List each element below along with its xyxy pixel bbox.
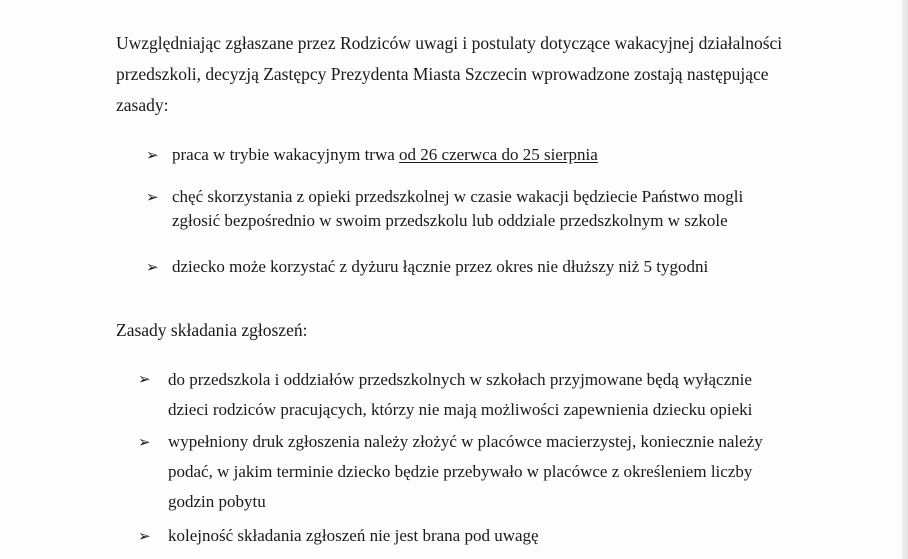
list-item-line: dziecko może korzystać z dyżuru łącznie przez okres nie dłuższy niż 5 tygodni bbox=[172, 257, 709, 276]
intro-line: Uwzględniając zgłaszane przez Rodziców uwagi i postulaty dotyczące wakacyjnej działalności bbox=[116, 33, 783, 53]
list-item-text: praca w trybie wakacyjnym trwa bbox=[172, 145, 400, 164]
intro-paragraph bbox=[116, 28, 816, 121]
date-range-underlined: od 26 czerwca do 25 sierpnia bbox=[399, 145, 598, 164]
list-item bbox=[172, 145, 598, 165]
list-item-line: podać, w jakim terminie dziecko będzie przebywało w placówce z określeniem liczby bbox=[168, 462, 753, 481]
list-item-line: do przedszkola i oddziałów przedszkolnych w szkołach przyjmowane będą wyłącznie bbox=[168, 370, 752, 389]
section-heading: Zasady składania zgłoszeń: bbox=[116, 320, 308, 340]
bullet-arrow-icon: ➢ bbox=[146, 188, 159, 206]
bullet-arrow-icon: ➢ bbox=[146, 146, 159, 164]
list-item-line: chęć skorzystania z opieki przedszkolnej w czasie wakacji będziecie Państwo mogli bbox=[172, 187, 744, 206]
bullet-arrow-icon: ➢ bbox=[138, 433, 151, 451]
list-item-line: godzin pobytu bbox=[168, 492, 266, 511]
bullet-arrow-icon: ➢ bbox=[138, 527, 151, 545]
intro-line: zasady: bbox=[116, 95, 169, 115]
list-item-line: zgłosić bezpośrednio w swoim przedszkolu lub oddziale przedszkolnym w szkole bbox=[172, 211, 728, 230]
intro-line: przedszkoli, decyzją Zastępcy Prezydenta Miasta Szczecin wprowadzone zostają następujące bbox=[116, 64, 769, 84]
list-item-line: kolejność składania zgłoszeń nie jest brana pod uwagę bbox=[168, 526, 539, 545]
bullet-arrow-icon: ➢ bbox=[146, 258, 159, 276]
scan-edge bbox=[902, 0, 908, 559]
list-item-line: dzieci rodziców pracujących, którzy nie mają możliwości zapewnienia dziecku opieki bbox=[168, 400, 753, 419]
list-item-line: wypełniony druk zgłoszenia należy złożyć w placówce macierzystej, koniecznie należy bbox=[168, 432, 763, 451]
bullet-arrow-icon: ➢ bbox=[138, 370, 151, 388]
